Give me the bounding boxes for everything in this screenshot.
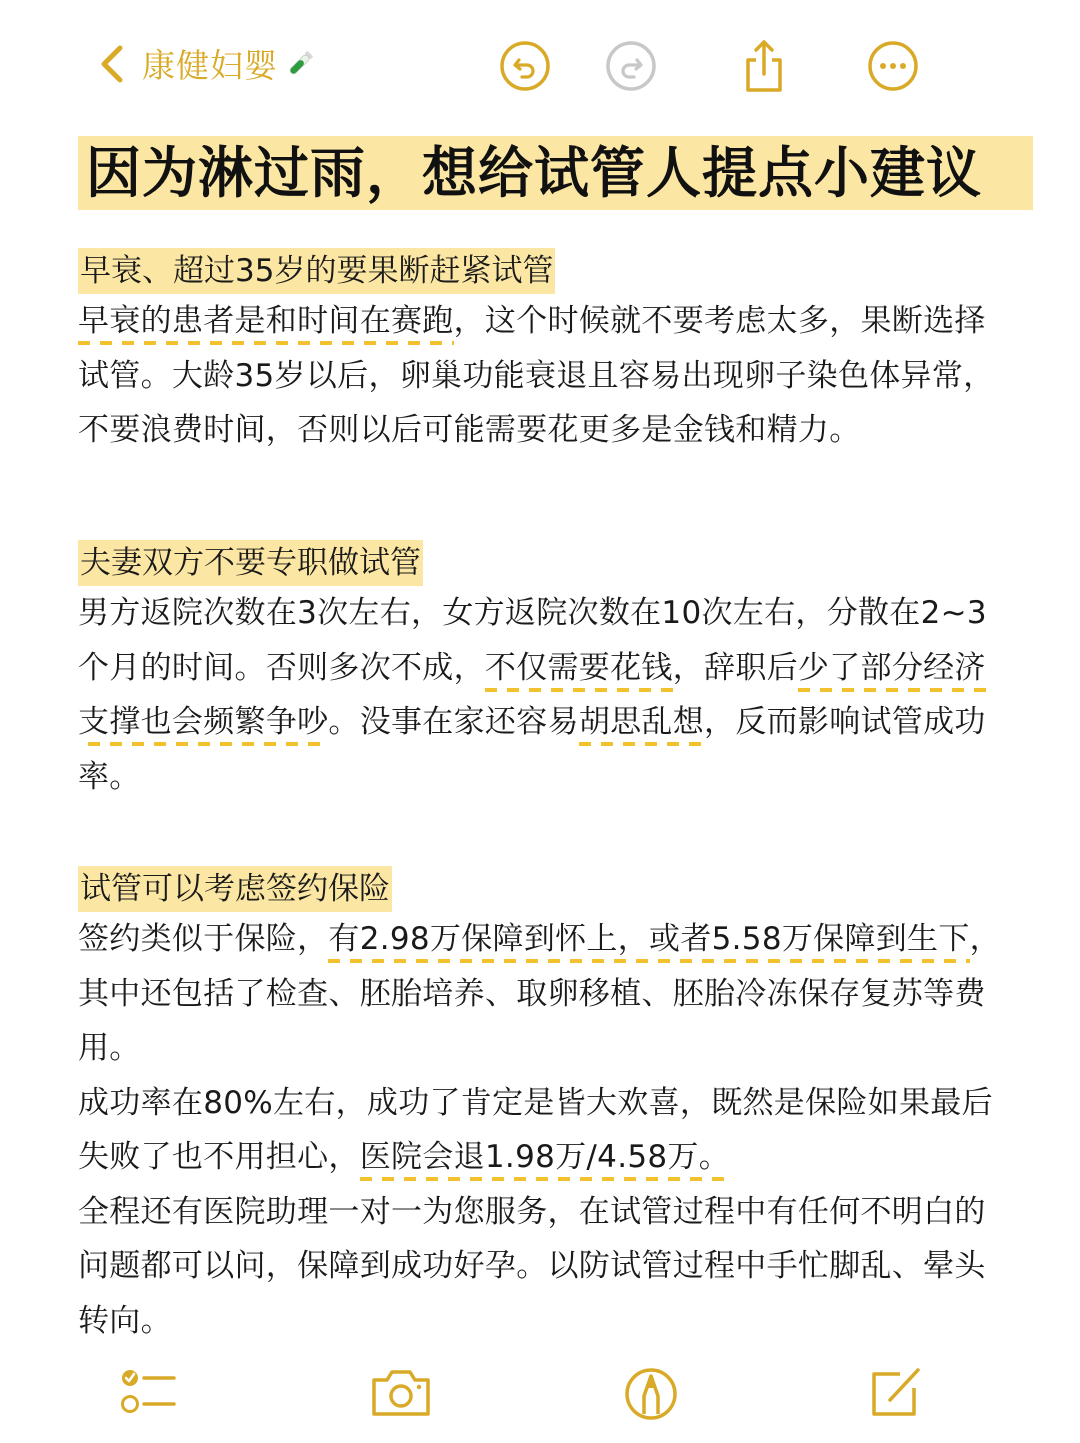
top-toolbar <box>0 30 1080 100</box>
body-text: 成功率在80%左右，成功了肯定是皆大欢喜，既然是保险如果最后失败了也不用担心， <box>78 1084 993 1175</box>
body-text: ，辞职后 <box>672 649 798 686</box>
checklist-icon <box>118 1364 180 1420</box>
undo-button[interactable] <box>497 38 553 94</box>
compose-button[interactable] <box>866 1364 928 1420</box>
underlined-text: 早衰的患者是和时间在赛跑 <box>78 303 454 345</box>
compose-icon <box>866 1364 928 1420</box>
section-insurance <box>78 866 1013 1348</box>
section-heading: 早衰、超过35岁的要果断赶紧试管 <box>78 248 555 294</box>
back-label: 康健妇婴 <box>142 46 278 85</box>
share-button[interactable] <box>736 38 792 94</box>
section-paragraph <box>78 586 1013 804</box>
share-icon <box>736 38 792 94</box>
camera-icon <box>370 1364 432 1420</box>
section-paragraph <box>78 1185 1013 1349</box>
body-text: 男方返院次数在3次左右，女方返院次数在10次左右，分散在2~3个月的时间。否则多次不成， <box>78 595 987 686</box>
section-paragraph <box>78 294 1013 458</box>
section-couple <box>78 540 1013 804</box>
section-heading: 试管可以考虑签约保险 <box>78 866 392 912</box>
section-early-decline <box>78 248 1013 458</box>
underlined-text: 医院会退1.98万/4.58万。 <box>360 1139 730 1181</box>
redo-circle-icon <box>603 38 659 94</box>
camera-button[interactable] <box>370 1364 432 1420</box>
body-text: 。没事在家还容易 <box>328 704 579 740</box>
underlined-text: 不仅需要花钱 <box>485 650 673 692</box>
section-heading: 夫妻双方不要专职做试管 <box>78 540 423 586</box>
body-text: ，反而影响试管成功率。 <box>78 704 986 795</box>
bottom-toolbar <box>0 1358 1080 1428</box>
redo-button[interactable] <box>603 38 659 94</box>
body-text: ，这个时候就不要考虑太多，果断选择试管。大龄35岁以后，卵巢功能衰退且容易出现卵子染色体异常，不要浪费时间，否则以后可能需要花更多是金钱和精力。 <box>78 303 995 448</box>
note-title: 因为淋过雨，想给试管人提点小建议 <box>86 141 983 205</box>
more-button[interactable] <box>865 38 921 94</box>
section-paragraph <box>78 1076 1013 1185</box>
back-button[interactable] <box>96 40 316 87</box>
body-text: ，其中还包括了检查、胚胎培养、取卵移植、胚胎冷冻保存复苏等费用。 <box>78 921 1001 1066</box>
markup-pen-icon <box>620 1364 682 1420</box>
underlined-text: 少了部分经济支撑也会频繁争吵 <box>78 650 986 747</box>
more-circle-icon <box>865 38 921 94</box>
undo-circle-icon <box>497 38 553 94</box>
markup-button[interactable] <box>620 1364 682 1420</box>
underlined-text: 胡思乱想 <box>579 704 704 746</box>
underlined-text: 有2.98万保障到怀上，或者5.58万保障到生下 <box>328 921 969 963</box>
checklist-button[interactable] <box>118 1364 180 1420</box>
section-paragraph <box>78 912 1013 1076</box>
body-text: 签约类似于保险， <box>78 921 329 957</box>
chevron-left-icon <box>96 42 128 86</box>
body-text: 全程还有医院助理一对一为您服务，在试管过程中有任何不明白的问题都可以问，保障到成功好孕。以防试管过程中手忙脚乱、晕头转向。 <box>78 1193 986 1339</box>
test-tube-icon <box>284 42 316 86</box>
